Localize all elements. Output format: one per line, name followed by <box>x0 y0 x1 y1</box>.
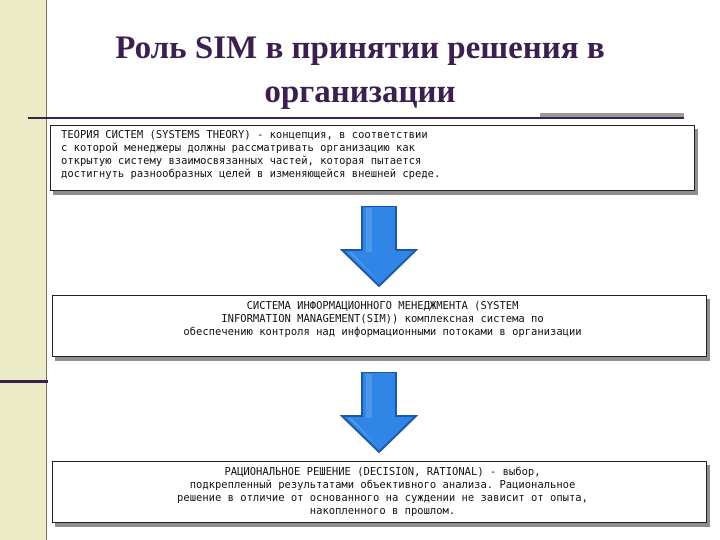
side-band-border <box>46 0 47 540</box>
decorative-side-band <box>0 0 46 540</box>
rational-decision-box <box>52 461 707 523</box>
systems-theory-line-1: ТЕОРИЯ СИСТЕМ (SYSTEMS THEORY) - концепция, в соответствии <box>61 129 428 141</box>
slide-title-line-2: организации <box>264 74 456 110</box>
side-band-rule <box>0 380 48 383</box>
down-arrow-icon <box>340 372 418 454</box>
slide-title-line-1: Роль SIM в принятии решения в <box>115 30 605 66</box>
sim-line-1: СИСТЕМА ИНФОРМАЦИОННОГО МЕНЕДЖМЕНТА (SYSTEM <box>246 300 519 312</box>
rational-decision-line-2: подкрепленный результатами объективного анализа. Рациональное <box>189 479 576 491</box>
sim-box <box>52 295 707 357</box>
systems-theory-box <box>50 125 695 191</box>
systems-theory-line-3: открытую систему взаимосвязанных частей, которая пытается <box>61 155 422 167</box>
sim-line-2: INFORMATION MANAGEMENT(SIM)) комплексная система по <box>221 313 544 325</box>
rational-decision-line-1: РАЦИОНАЛЬНОЕ РЕШЕНИЕ (DECISION, RATIONAL) - выбор, <box>224 466 541 478</box>
rational-decision-line-3: решение в отличие от основанного на суждении не зависит от опыта, <box>177 492 588 504</box>
systems-theory-line-2: с которой менеджеры должны рассматривать организацию как <box>61 142 416 154</box>
slide-title <box>60 26 660 114</box>
down-arrow-icon <box>340 206 418 288</box>
systems-theory-line-4: достигнуть разнообразных целей в изменяющейся внешней среде. <box>61 168 441 180</box>
sim-line-3: обеспечению контроля над информационными потоками в организации <box>183 326 582 338</box>
rational-decision-line-4: накопленного в прошлом. <box>309 505 456 517</box>
title-rule <box>28 117 684 119</box>
